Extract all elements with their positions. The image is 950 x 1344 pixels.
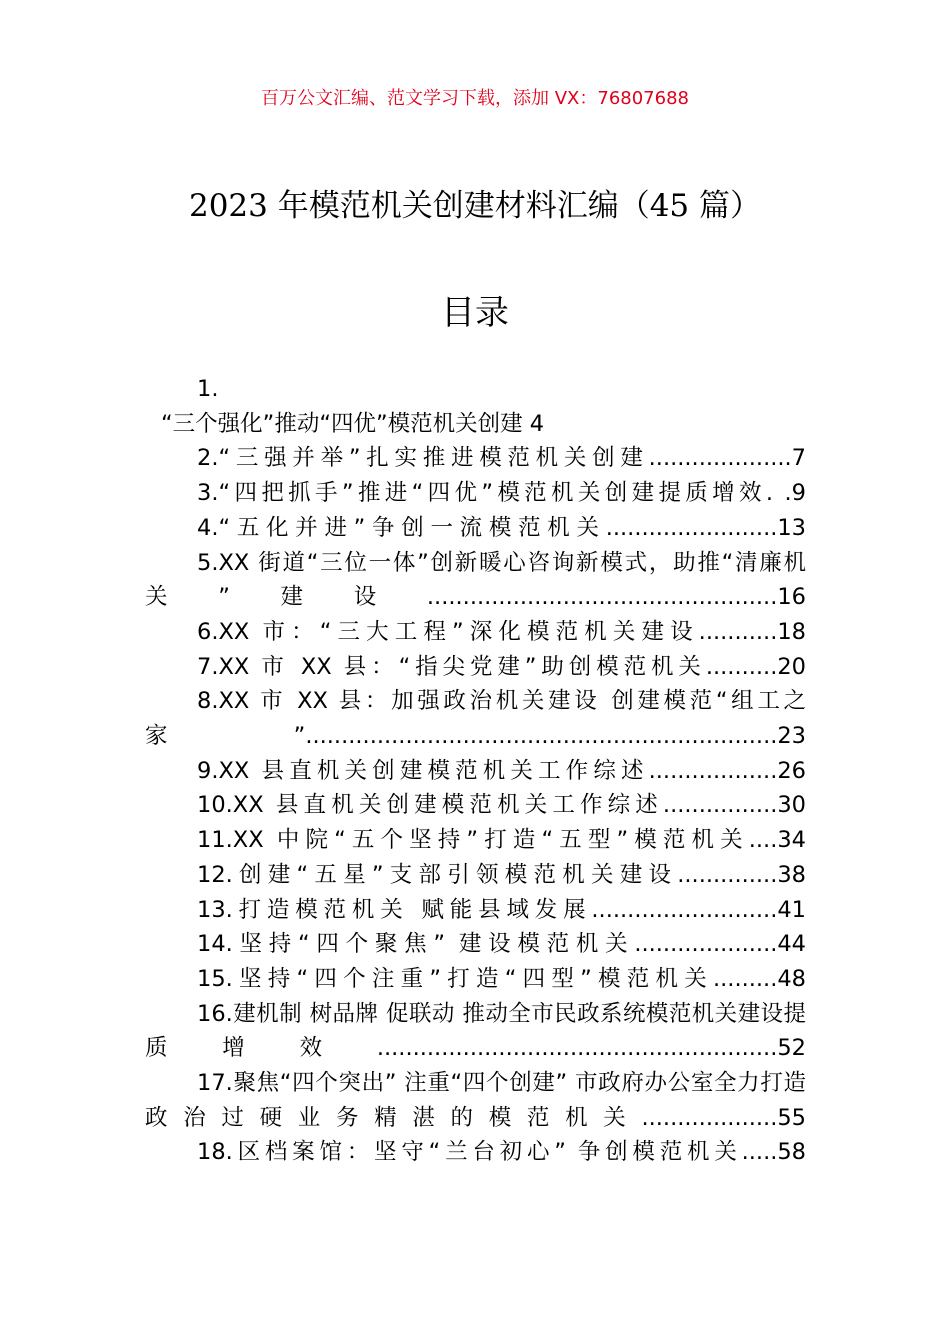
toc-entry[interactable]: 18.区档案馆：坚守“兰台初心” 争创模范机关.....58 [197,1139,806,1166]
toc-entry[interactable]: 14.坚持“四个聚焦” 建设模范机关....................44 [197,931,806,958]
toc-entry[interactable]: 6.XX 市：“三大工程”深化模范机关建设...........18 [197,618,806,645]
toc-entry[interactable]: 10.XX 县直机关创建模范机关工作综述................30 [197,792,806,819]
toc-entry[interactable]: 15.坚持“四个注重”打造“四型”模范机关.........48 [197,965,806,992]
table-of-contents [145,372,806,1170]
toc-entry[interactable]: 1. [197,376,219,402]
toc-entry[interactable]: 8.XX 市 XX 县：加强政治机关建设 创建模范“组工之家”..................................................................23 [145,688,806,750]
toc-entry[interactable]: 17.聚焦“四个突出” 注重“四个创建” 市政府办公室全力打造政治过硬业务精湛的模范机关...................55 [145,1070,806,1131]
toc-heading: 目录 [441,293,509,333]
toc-entry[interactable]: 9.XX 县直机关创建模范机关工作综述..................26 [197,757,806,784]
toc-entry[interactable]: “三个强化”推动“四优”模范机关创建 4 [161,410,545,437]
toc-entry[interactable]: 13.打造模范机关 赋能县域发展..........................41 [197,896,806,923]
toc-entry[interactable]: 3.“四把抓手”推进“四优”模范机关创建提质增效. .9 [197,480,806,507]
toc-entry[interactable]: 5.XX 街道“三位一体”创新暖心咨询新模式，助推“清廉机关”建设.................................................16 [145,549,806,611]
toc-entry[interactable]: 11.XX 中院“五个坚持”打造“五型”模范机关....34 [197,827,806,854]
toc-entry[interactable]: 4.“五化并进”争创一流模范机关........................13 [197,514,806,541]
toc-entry[interactable]: 2.“三强并举”扎实推进模范机关创建....................7 [197,445,806,472]
toc-entry[interactable]: 12.创建“五星”支部引领模范机关建设..............38 [197,861,806,888]
watermark-header: 百万公文汇编、范文学习下载，添加 VX：76807688 [261,88,689,109]
toc-entry[interactable]: 16.建机制 树品牌 促联动 推动全市民政系统模范机关建设提质增效........................................................52 [145,1000,806,1062]
toc-entry[interactable]: 7.XX 市 XX 县：“指尖党建”助创模范机关..........20 [197,653,806,680]
document-title: 2023 年模范机关创建材料汇编（45 篇） [188,188,762,224]
